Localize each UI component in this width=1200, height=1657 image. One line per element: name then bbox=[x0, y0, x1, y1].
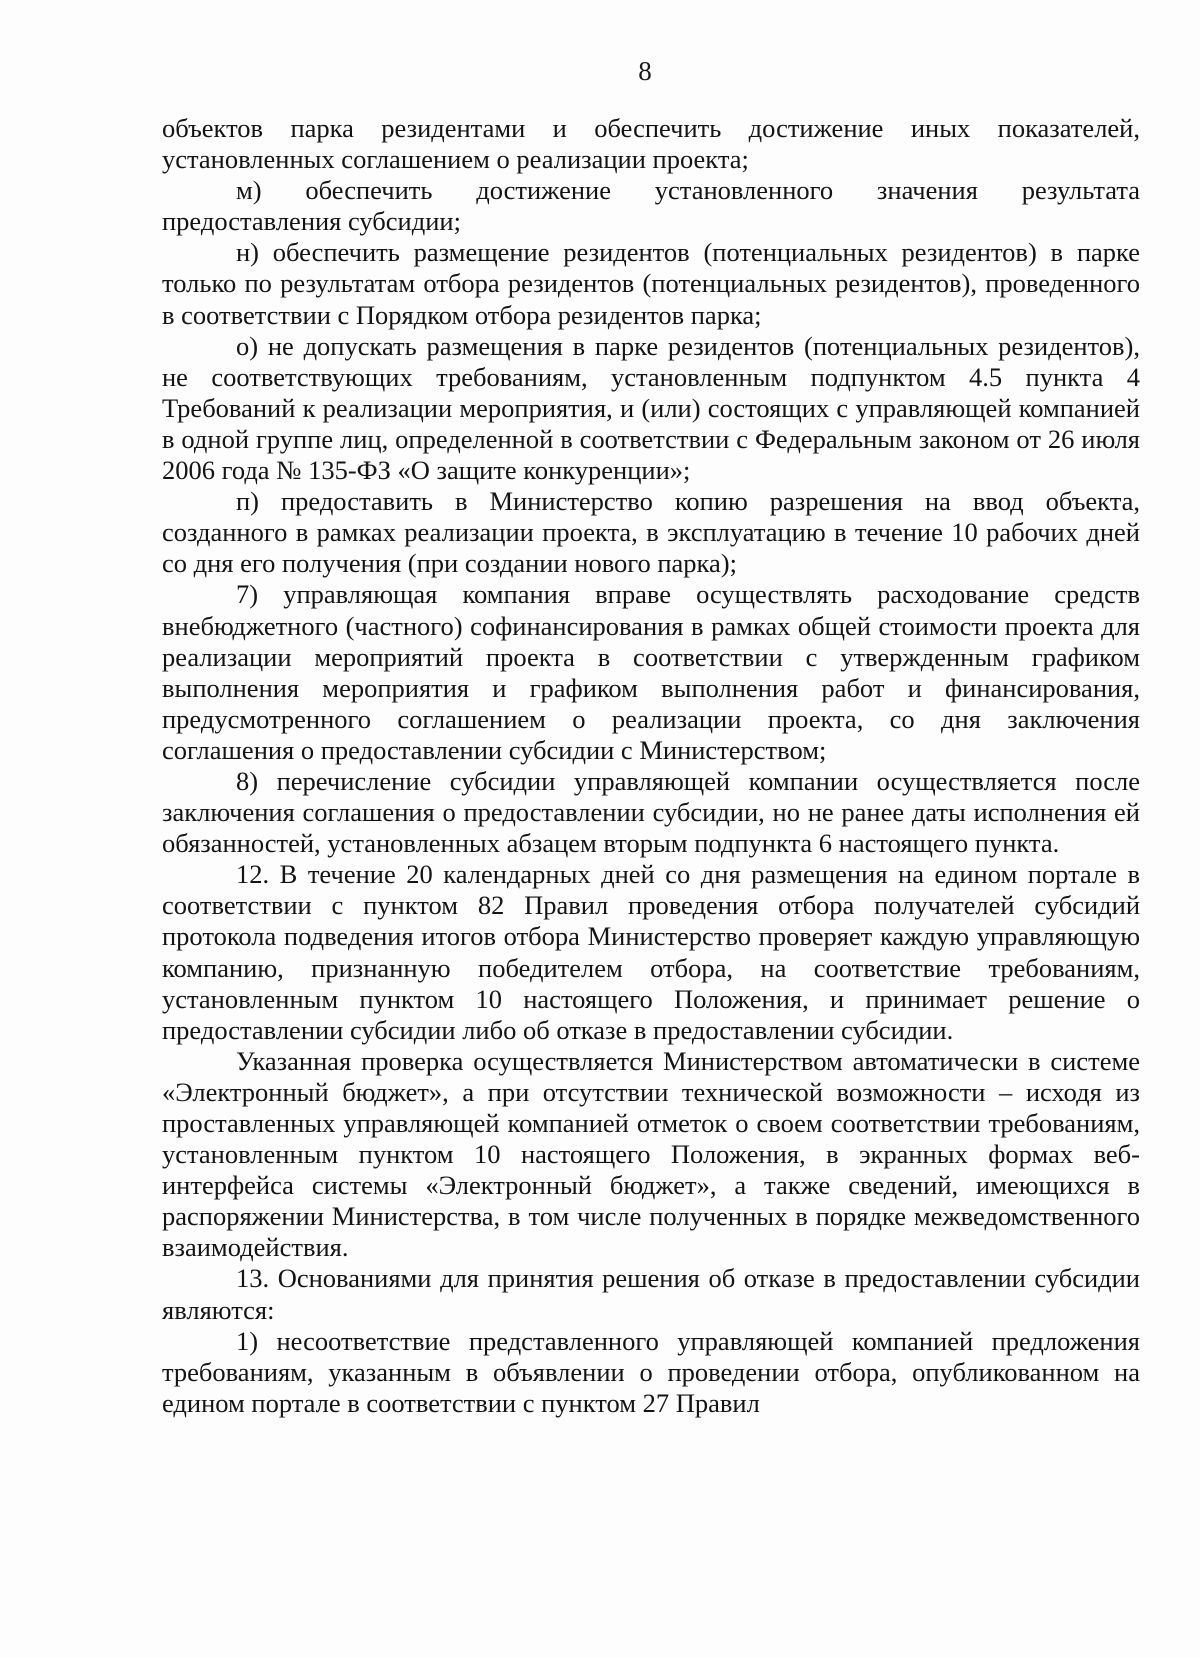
paragraph-section-12: 12. В течение 20 календарных дней со дня размещения на едином портале в соответствии с пунктом 82 Правил проведения отбора получателей субсидий протокола подведения итогов отбора Министерство проверяет каждую управляющую компанию, признанную победителем отбора, на соответствие требованиям, установленным пунктом 10 настоящего Положения, и принимает решение о предоставлении субсидии либо об отказе в предоставлении субсидии. bbox=[162, 859, 1140, 1045]
paragraph-item-p: п) предоставить в Министерство копию разрешения на ввод объекта, созданного в рамках реализации проекта, в эксплуатацию в течение 10 рабочих дней со дня его получения (при создании нового парка); bbox=[162, 486, 1140, 579]
paragraph-verification: Указанная проверка осуществляется Министерством автоматически в системе «Электронный бюджет», а при отсутствии технической возможности – исходя из проставленных управляющей компанией отметок о своем соответствии требованиям, установленным пунктом 10 настоящего Положения, в экранных формах веб-интерфейса системы «Электронный бюджет», а также сведений, имеющихся в распоряжении Министерства, в том числе полученных в порядке межведомственного взаимодействия. bbox=[162, 1045, 1140, 1263]
paragraph-item-m: м) обеспечить достижение установленного значения результата предоставления субсидии; bbox=[162, 175, 1140, 237]
paragraph-item-o: о) не допускать размещения в парке резидентов (потенциальных резидентов), не соответствующих требованиям, установленным подпунктом 4.5 пункта 4 Требований к реализации мероприятия, и (или) состоящих с управляющей компанией в одной группе лиц, определенной в соответствии с Федеральным законом от 26 июля 2006 года № 135-ФЗ «О защите конкуренции»; bbox=[162, 330, 1140, 486]
paragraph-item-n: н) обеспечить размещение резидентов (потенциальных резидентов) в парке только по результатам отбора резидентов (потенциальных резидентов), проведенного в соответствии с Порядком отбора резидентов парка; bbox=[162, 237, 1140, 330]
paragraph-section-13: 13. Основаниями для принятия решения об отказе в предоставлении субсидии являются: bbox=[162, 1263, 1140, 1325]
paragraph-item-7: 7) управляющая компания вправе осуществлять расходование средств внебюджетного (частного) софинансирования в рамках общей стоимости проекта для реализации мероприятий проекта в соответствии с утвержденным графиком выполнения мероприятия и графиком выполнения работ и финансирования, предусмотренного соглашением о реализации проекта, со дня заключения соглашения о предоставлении субсидии с Министерством; bbox=[162, 579, 1140, 765]
document-body bbox=[162, 113, 1140, 1419]
paragraph-item-8: 8) перечисление субсидии управляющей компании осуществляется после заключения соглашения о предоставлении субсидии, но не ранее даты исполнения ей обязанностей, установленных абзацем вторым подпункта 6 настоящего пункта. bbox=[162, 765, 1140, 859]
page-number: 8 bbox=[638, 56, 652, 86]
paragraph-continuation: объектов парка резидентами и обеспечить достижение иных показателей, установленных соглашением о реализации проекта; bbox=[162, 113, 1140, 175]
paragraph-item-1: 1) несоответствие представленного управляющей компанией предложения требованиям, указанным в объявлении о проведении отбора, опубликованном на едином портале в соответствии с пунктом 27 Правил bbox=[162, 1325, 1140, 1418]
